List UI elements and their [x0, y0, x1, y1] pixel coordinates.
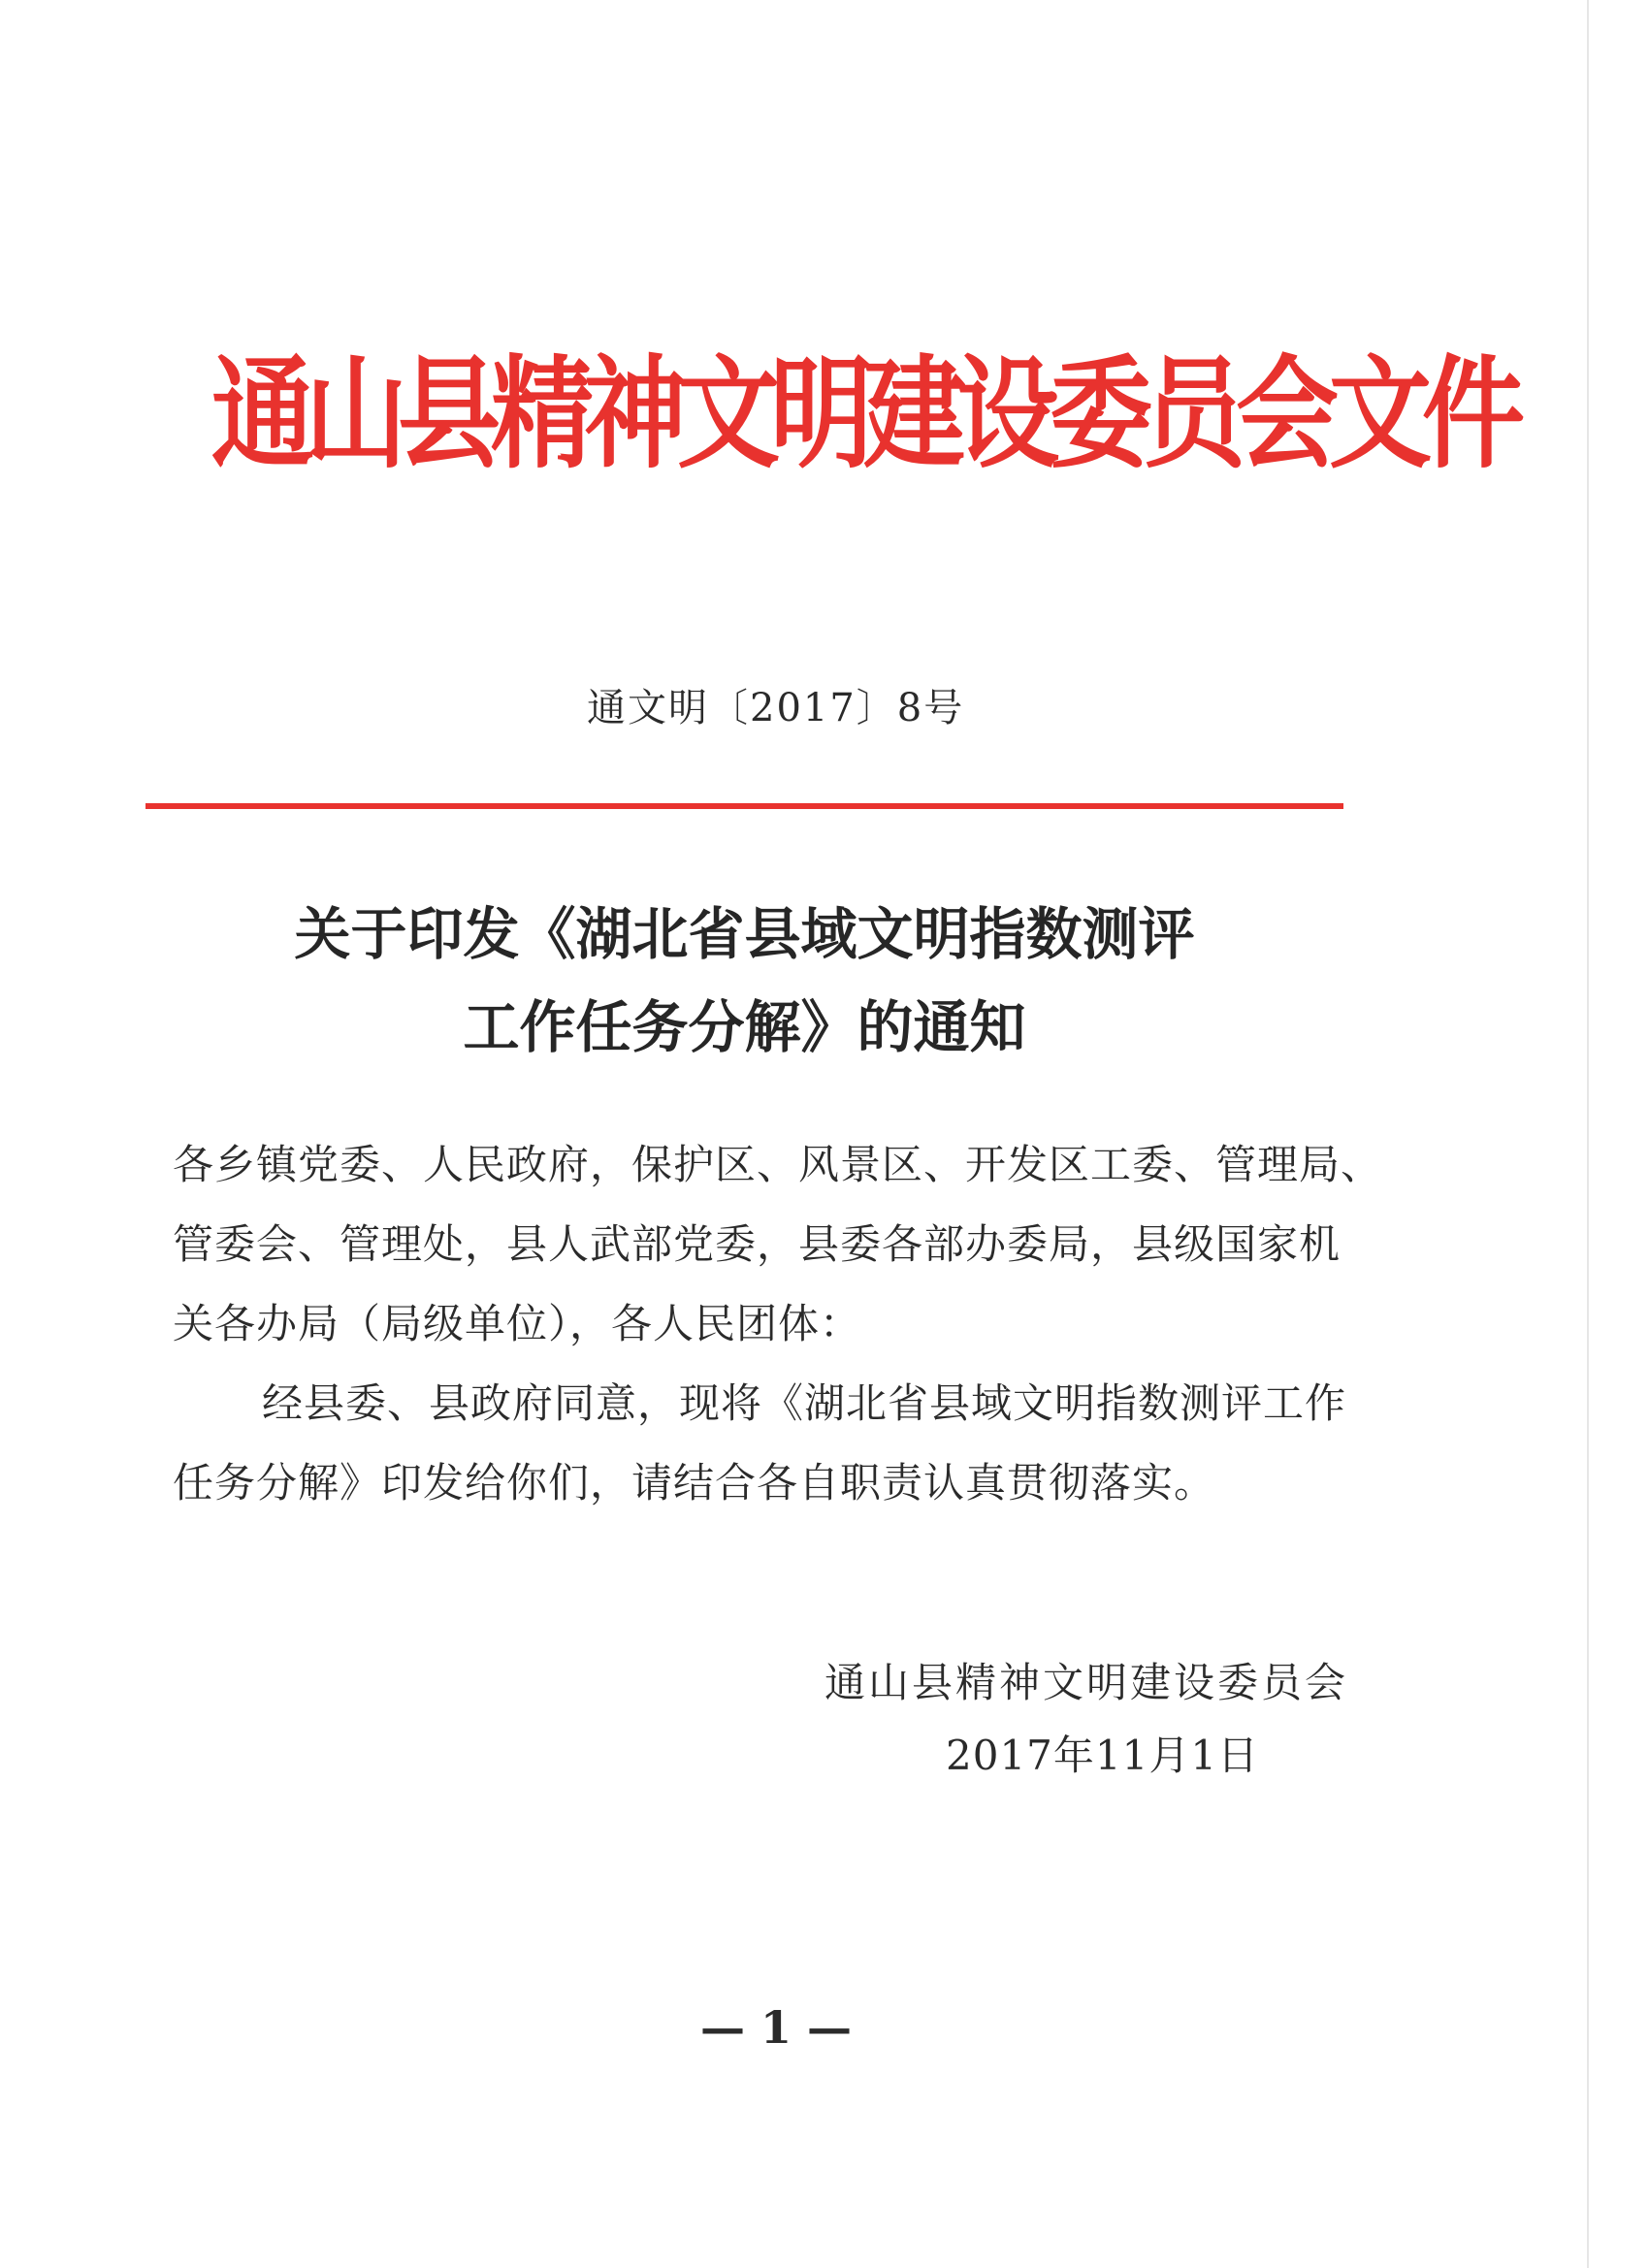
page-edge-line — [1587, 0, 1589, 2268]
notice-title — [146, 888, 1343, 1074]
body-paragraph-line-1: 经县委、县政府同意，现将《湖北省县域文明指数测评工作 — [262, 1379, 1347, 1427]
signature-date: 2017年11月1日 — [946, 1732, 1260, 1779]
body-paragraph-line-2: 任务分解》印发给你们，请结合各自职责认真贯彻落实。 — [173, 1459, 1216, 1507]
signature-organization: 通山县精神文明建设委员会 — [824, 1659, 1349, 1706]
document-number: 通文明〔2017〕8号 — [587, 686, 965, 730]
notice-title-line-2: 工作任务分解》的通知 — [463, 994, 1026, 1060]
page-number: — 1 — — [699, 2001, 853, 2054]
red-separator-line — [146, 803, 1343, 809]
notice-title-line-1: 关于印发《湖北省县域文明指数测评 — [294, 901, 1195, 967]
recipients-line-2: 管委会、管理处，县人武部党委，县委各部办委局，县级国家机 — [173, 1220, 1342, 1268]
recipients-line-3: 关各办局（局级单位），各人民团体： — [173, 1300, 862, 1347]
document-header-title: 通山县精神文明建设委员会文件 — [211, 343, 1515, 485]
recipients-line-1: 各乡镇党委、人民政府，保护区、风景区、开发区工委、管理局、 — [173, 1141, 1383, 1188]
document-body — [173, 1125, 1385, 1523]
